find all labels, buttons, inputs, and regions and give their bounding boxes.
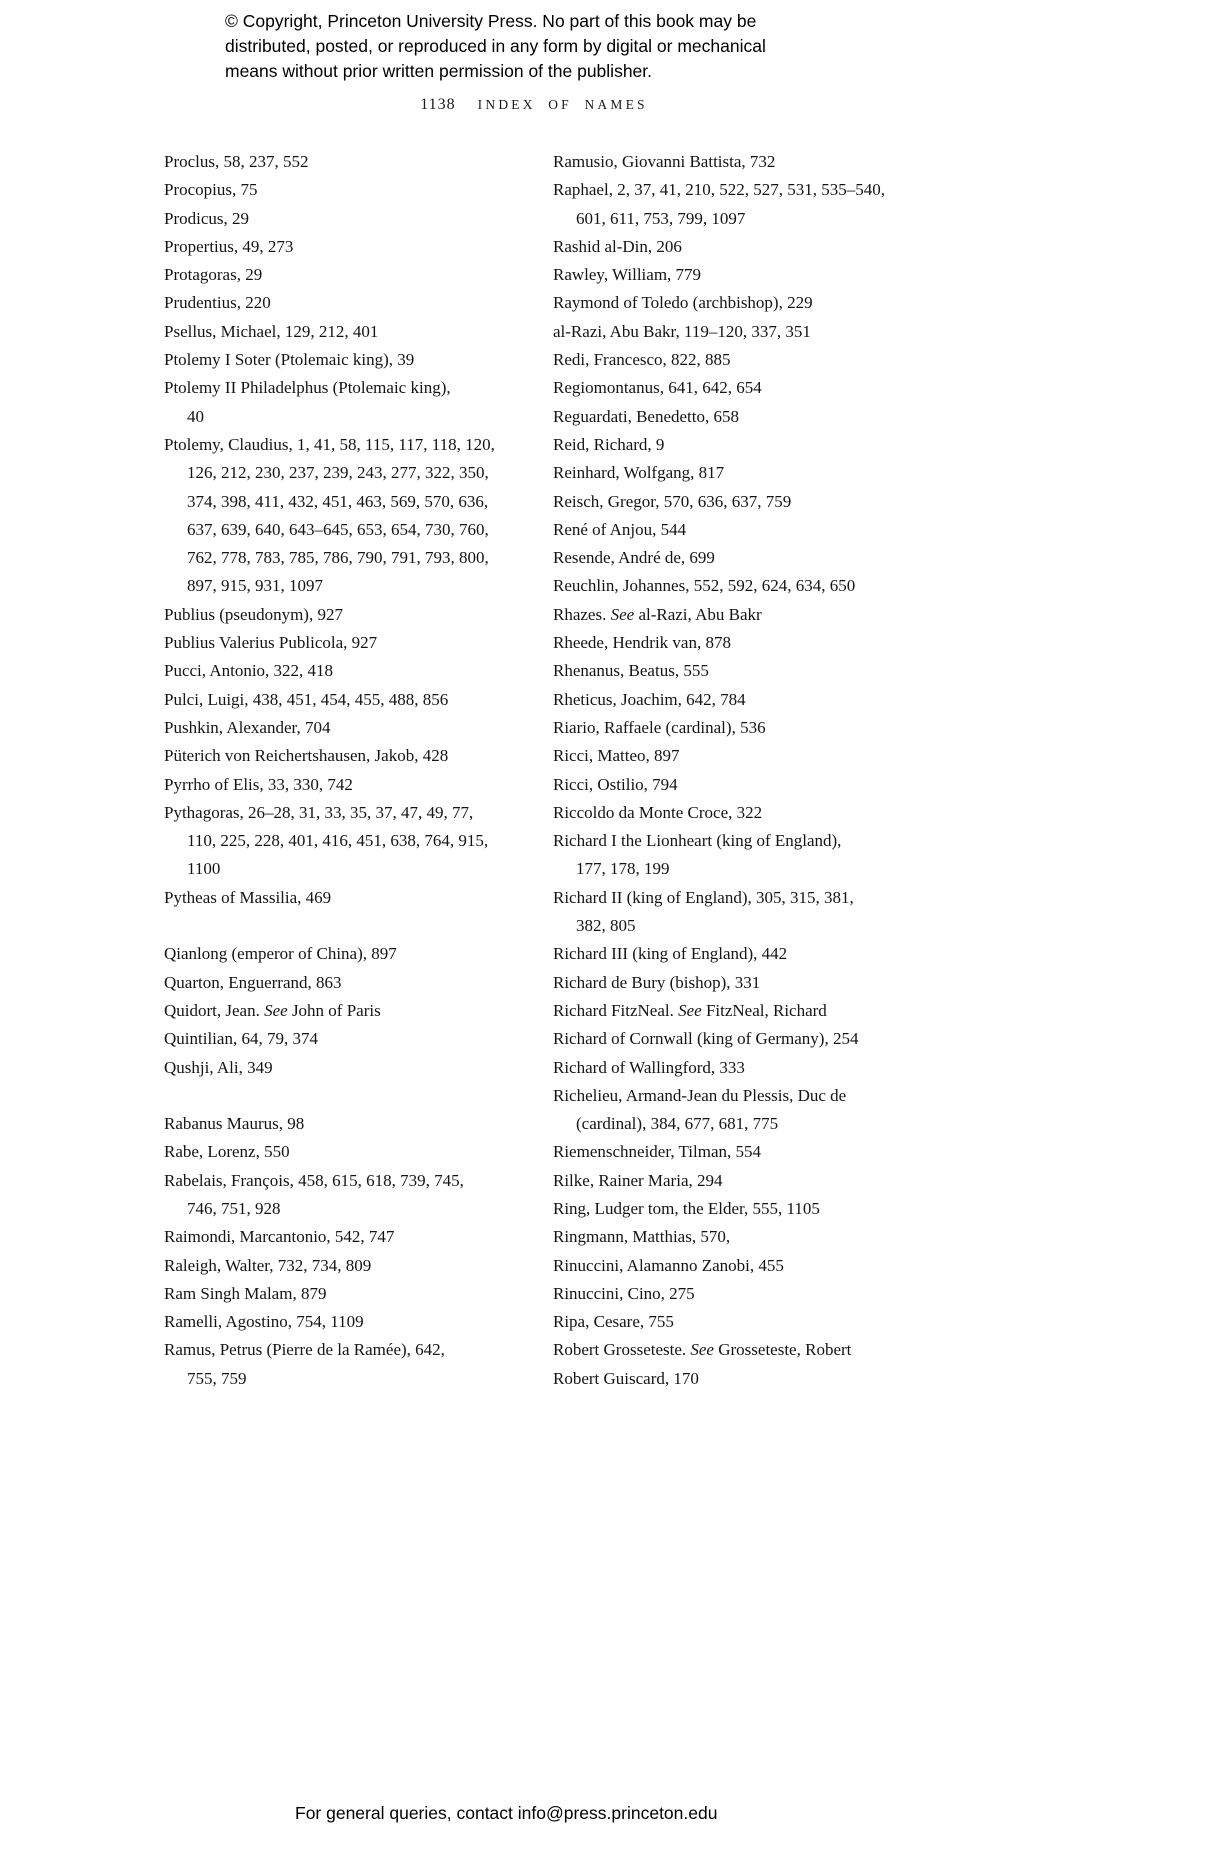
index-entry	[164, 997, 553, 1025]
page-footer	[295, 1801, 717, 1825]
index-entry	[164, 1280, 553, 1308]
index-entry	[553, 1082, 885, 1139]
index-entry	[164, 346, 553, 374]
index-entry	[553, 516, 885, 544]
index-entry	[164, 1138, 553, 1166]
index-entry-line: Ripa, Cesare, 755	[553, 1312, 674, 1332]
index-entry	[164, 148, 553, 176]
index-entry	[164, 1223, 553, 1251]
index-entry-line: Rinuccini, Cino, 275	[553, 1283, 695, 1303]
index-entry-line: Prudentius, 220	[164, 293, 271, 313]
index-entry-line: (cardinal), 384, 677, 681, 775	[576, 1114, 779, 1134]
index-entry	[164, 176, 553, 204]
index-entry-line: Publius (pseudonym), 927	[164, 604, 343, 624]
index-entry-line: 897, 915, 931, 1097	[187, 576, 323, 596]
page-number: 1138	[420, 96, 456, 113]
index-entry-line: Ptolemy II Philadelphus (Ptolemaic king),	[164, 378, 451, 398]
index-entry	[164, 1054, 553, 1082]
index-entry	[164, 1252, 553, 1280]
copyright-line: means without prior written permission of the publisher.	[225, 61, 653, 81]
index-entry	[553, 544, 885, 572]
index-entry	[553, 1336, 885, 1364]
copyright-line: © Copyright, Princeton University Press. No part of this book may be	[225, 11, 757, 31]
index-entry-line: Rabanus Maurus, 98	[164, 1114, 305, 1134]
index-entry	[553, 233, 885, 261]
index-entry	[553, 799, 885, 827]
index-entry-line: Raimondi, Marcantonio, 542, 747	[164, 1227, 395, 1247]
index-entry-line: Pucci, Antonio, 322, 418	[164, 661, 334, 681]
index-entry	[553, 176, 885, 233]
index-entry-line: 110, 225, 228, 401, 416, 451, 638, 764, 915,	[187, 831, 489, 851]
index-entry-line: Ptolemy, Claudius, 1, 41, 58, 115, 117, 118, 120,	[164, 434, 495, 454]
index-entry-line: Ramelli, Agostino, 754, 1109	[164, 1312, 364, 1332]
index-entry-line: Ramus, Petrus (Pierre de la Ramée), 642,	[164, 1340, 445, 1360]
index-entry-line: Pyrrho of Elis, 33, 330, 742	[164, 774, 353, 794]
index-entry-line: Redi, Francesco, 822, 885	[553, 350, 731, 370]
index-entry	[553, 346, 885, 374]
index-entry	[553, 969, 885, 997]
index-entry-line: 1100	[187, 859, 221, 879]
index-entry-line: Rinuccini, Alamanno Zanobi, 455	[553, 1255, 784, 1275]
index-entry-line: 755, 759	[187, 1368, 247, 1388]
index-entry	[553, 488, 885, 516]
index-entry-line: Rawley, William, 779	[553, 265, 702, 285]
page-header	[164, 96, 904, 114]
index-entry	[553, 884, 885, 941]
index-entry	[164, 205, 553, 233]
index-entry-line: Raphael, 2, 37, 41, 210, 522, 527, 531, 535–540,	[553, 180, 885, 200]
index-entry	[553, 742, 885, 770]
index-entry-line: Rabe, Lorenz, 550	[164, 1142, 290, 1162]
index-entry	[553, 629, 885, 657]
index-entry-line: 762, 778, 783, 785, 786, 790, 791, 793, 800,	[187, 548, 489, 568]
index-entry-line: Quarton, Enguerrand, 863	[164, 972, 342, 992]
index-entry-line: Robert Guiscard, 170	[553, 1368, 699, 1388]
index-entry	[164, 657, 553, 685]
index-entry-line: Ringmann, Matthias, 570,	[553, 1227, 731, 1247]
index-entry	[553, 1280, 885, 1308]
index-entry-line: Qushji, Ali, 349	[164, 1057, 273, 1077]
index-entry	[553, 459, 885, 487]
index-entry-line: Reid, Richard, 9	[553, 434, 665, 454]
index-entry	[553, 714, 885, 742]
index-entry-line: Richard III (king of England), 442	[553, 944, 788, 964]
index-entry	[553, 1365, 885, 1393]
index-entry-line: Rhenanus, Beatus, 555	[553, 661, 709, 681]
index-entry-line: Pulci, Luigi, 438, 451, 454, 455, 488, 856	[164, 689, 449, 709]
index-entry	[553, 1195, 885, 1223]
index-right-column	[553, 148, 885, 1393]
index-entry-line: Psellus, Michael, 129, 212, 401	[164, 321, 379, 341]
index-entry-line: Ptolemy I Soter (Ptolemaic king), 39	[164, 350, 415, 370]
index-entry-line: Pythagoras, 26–28, 31, 33, 35, 37, 47, 49, 77,	[164, 802, 474, 822]
index-entry	[164, 629, 553, 657]
index-entry-line: Rabelais, François, 458, 615, 618, 739, 745,	[164, 1170, 464, 1190]
index-entry	[553, 261, 885, 289]
index-entry	[553, 1252, 885, 1280]
index-entry-line: Reuchlin, Johannes, 552, 592, 624, 634, 650	[553, 576, 856, 596]
index-entry-line: Richard I the Lionheart (king of England),	[553, 831, 842, 851]
index-entry-line: Raymond of Toledo (archbishop), 229	[553, 293, 813, 313]
index-entry	[553, 997, 885, 1025]
index-entry	[164, 742, 553, 770]
index-entry-line: Raleigh, Walter, 732, 734, 809	[164, 1255, 372, 1275]
index-entry	[164, 233, 553, 261]
index-entry	[164, 771, 553, 799]
index-entry	[164, 1336, 553, 1393]
index-entry-line: 177, 178, 199	[576, 859, 670, 879]
index-entry	[553, 1138, 885, 1166]
index-entry	[553, 1308, 885, 1336]
index-entry	[164, 1025, 553, 1053]
index-entry	[553, 686, 885, 714]
index-entry	[553, 601, 885, 629]
index-entry	[164, 1167, 553, 1224]
index-entry	[164, 884, 553, 912]
index-entry	[553, 657, 885, 685]
index-entry-line: Rheticus, Joachim, 642, 784	[553, 689, 746, 709]
index-entry-line: Ricci, Ostilio, 794	[553, 774, 678, 794]
index-entry-line: Richard of Cornwall (king of Germany), 254	[553, 1029, 859, 1049]
index-entry-line: Reisch, Gregor, 570, 636, 637, 759	[553, 491, 792, 511]
index-entry-line: Richard of Wallingford, 333	[553, 1057, 745, 1077]
index-entry-line: Richard FitzNeal. See FitzNeal, Richard	[553, 1000, 827, 1020]
index-entry	[164, 1110, 553, 1138]
index-entry-line: Quintilian, 64, 79, 374	[164, 1029, 318, 1049]
index-left-column	[164, 148, 553, 1393]
index-entry-line: Rilke, Rainer Maria, 294	[553, 1170, 723, 1190]
index-entry	[553, 827, 885, 884]
index-entry-line: Ring, Ludger tom, the Elder, 555, 1105	[553, 1198, 820, 1218]
index-entry-line: 601, 611, 753, 799, 1097	[576, 208, 746, 228]
index-entry-line: Püterich von Reichertshausen, Jakob, 428	[164, 746, 449, 766]
index-entry-line: Proclus, 58, 237, 552	[164, 152, 309, 171]
index-entry	[164, 289, 553, 317]
index-entry-line: René of Anjou, 544	[553, 519, 687, 539]
index-entry-line: Publius Valerius Publicola, 927	[164, 633, 378, 653]
index-entry-line: Qianlong (emperor of China), 897	[164, 944, 397, 964]
index-entry	[164, 431, 553, 601]
index-entry-line: Reguardati, Benedetto, 658	[553, 406, 740, 426]
index-entry	[164, 940, 553, 968]
index-entry-line: 746, 751, 928	[187, 1198, 281, 1218]
index-entry-line: Richard de Bury (bishop), 331	[553, 972, 761, 992]
column-spacer	[164, 912, 553, 940]
index-entry-line: Rheede, Hendrik van, 878	[553, 633, 731, 653]
footer-text: For general queries, contact	[295, 1803, 518, 1823]
page-title: INDEX OF NAMES	[477, 97, 648, 112]
index-entry	[553, 374, 885, 402]
index-entry-line: Riario, Raffaele (cardinal), 536	[553, 717, 766, 737]
index-entry-line: Pytheas of Massilia, 469	[164, 887, 332, 907]
index-entry	[164, 374, 553, 431]
index-entry	[164, 799, 553, 884]
index-entry-line: Procopius, 75	[164, 180, 258, 200]
index-entry-line: 40	[187, 406, 204, 426]
index-entry	[553, 403, 885, 431]
index-entry-line: Protagoras, 29	[164, 265, 263, 285]
copyright-notice	[225, 9, 766, 84]
index-entry	[164, 969, 553, 997]
index-entry	[553, 431, 885, 459]
index-entry	[553, 771, 885, 799]
index-entry-line: 374, 398, 411, 432, 451, 463, 569, 570, 636,	[187, 491, 489, 511]
index-entry-line: 382, 805	[576, 916, 636, 936]
index-entry-line: 637, 639, 640, 643–645, 653, 654, 730, 760,	[187, 519, 489, 539]
index-entry	[164, 686, 553, 714]
index-entry-line: Reinhard, Wolfgang, 817	[553, 463, 725, 483]
index-entry-line: Quidort, Jean. See John of Paris	[164, 1000, 381, 1020]
index-entry-line: Rashid al-Din, 206	[553, 236, 682, 256]
index-entry	[553, 148, 885, 176]
index-entry-line: al-Razi, Abu Bakr, 119–120, 337, 351	[553, 321, 811, 341]
index-entry-line: Prodicus, 29	[164, 208, 249, 228]
index-entry-line: Richard II (king of England), 305, 315, 381,	[553, 887, 854, 907]
index-entry-line: Robert Grosseteste. See Grosseteste, Robert	[553, 1340, 852, 1360]
index-entry-line: Propertius, 49, 273	[164, 236, 294, 256]
index-entry-line: Riemenschneider, Tilman, 554	[553, 1142, 762, 1162]
index-entry-line: Ramusio, Giovanni Battista, 732	[553, 152, 776, 171]
copyright-line: distributed, posted, or reproduced in any form by digital or mechanical	[225, 36, 766, 56]
index-entry-line: Resende, André de, 699	[553, 548, 715, 568]
column-spacer	[164, 1082, 553, 1110]
index-entry-line: Riccoldo da Monte Croce, 322	[553, 802, 763, 822]
index-entry	[553, 1025, 885, 1053]
index-entry-line: Regiomontanus, 641, 642, 654	[553, 378, 762, 398]
index-entry	[553, 572, 885, 600]
index-entry	[164, 1308, 553, 1336]
index-entry	[553, 289, 885, 317]
index-entry	[553, 940, 885, 968]
index-entry-line: Ram Singh Malam, 879	[164, 1283, 327, 1303]
index-entry	[553, 1223, 885, 1251]
index-entry	[553, 318, 885, 346]
index-entry	[164, 318, 553, 346]
index-entry-line: Pushkin, Alexander, 704	[164, 717, 331, 737]
footer-email[interactable]: info@press.princeton.edu	[517, 1803, 718, 1823]
index-entry-line: Rhazes. See al-Razi, Abu Bakr	[553, 604, 762, 624]
index-entry-line: Richelieu, Armand-Jean du Plessis, Duc de	[553, 1085, 847, 1105]
index-entry-line: Ricci, Matteo, 897	[553, 746, 680, 766]
index-entry	[164, 261, 553, 289]
index-entry	[164, 601, 553, 629]
index-entry-line: 126, 212, 230, 237, 239, 243, 277, 322, 350,	[187, 463, 489, 483]
index-entry	[553, 1167, 885, 1195]
index-entry	[164, 714, 553, 742]
index-columns	[164, 148, 885, 1393]
index-entry	[553, 1054, 885, 1082]
